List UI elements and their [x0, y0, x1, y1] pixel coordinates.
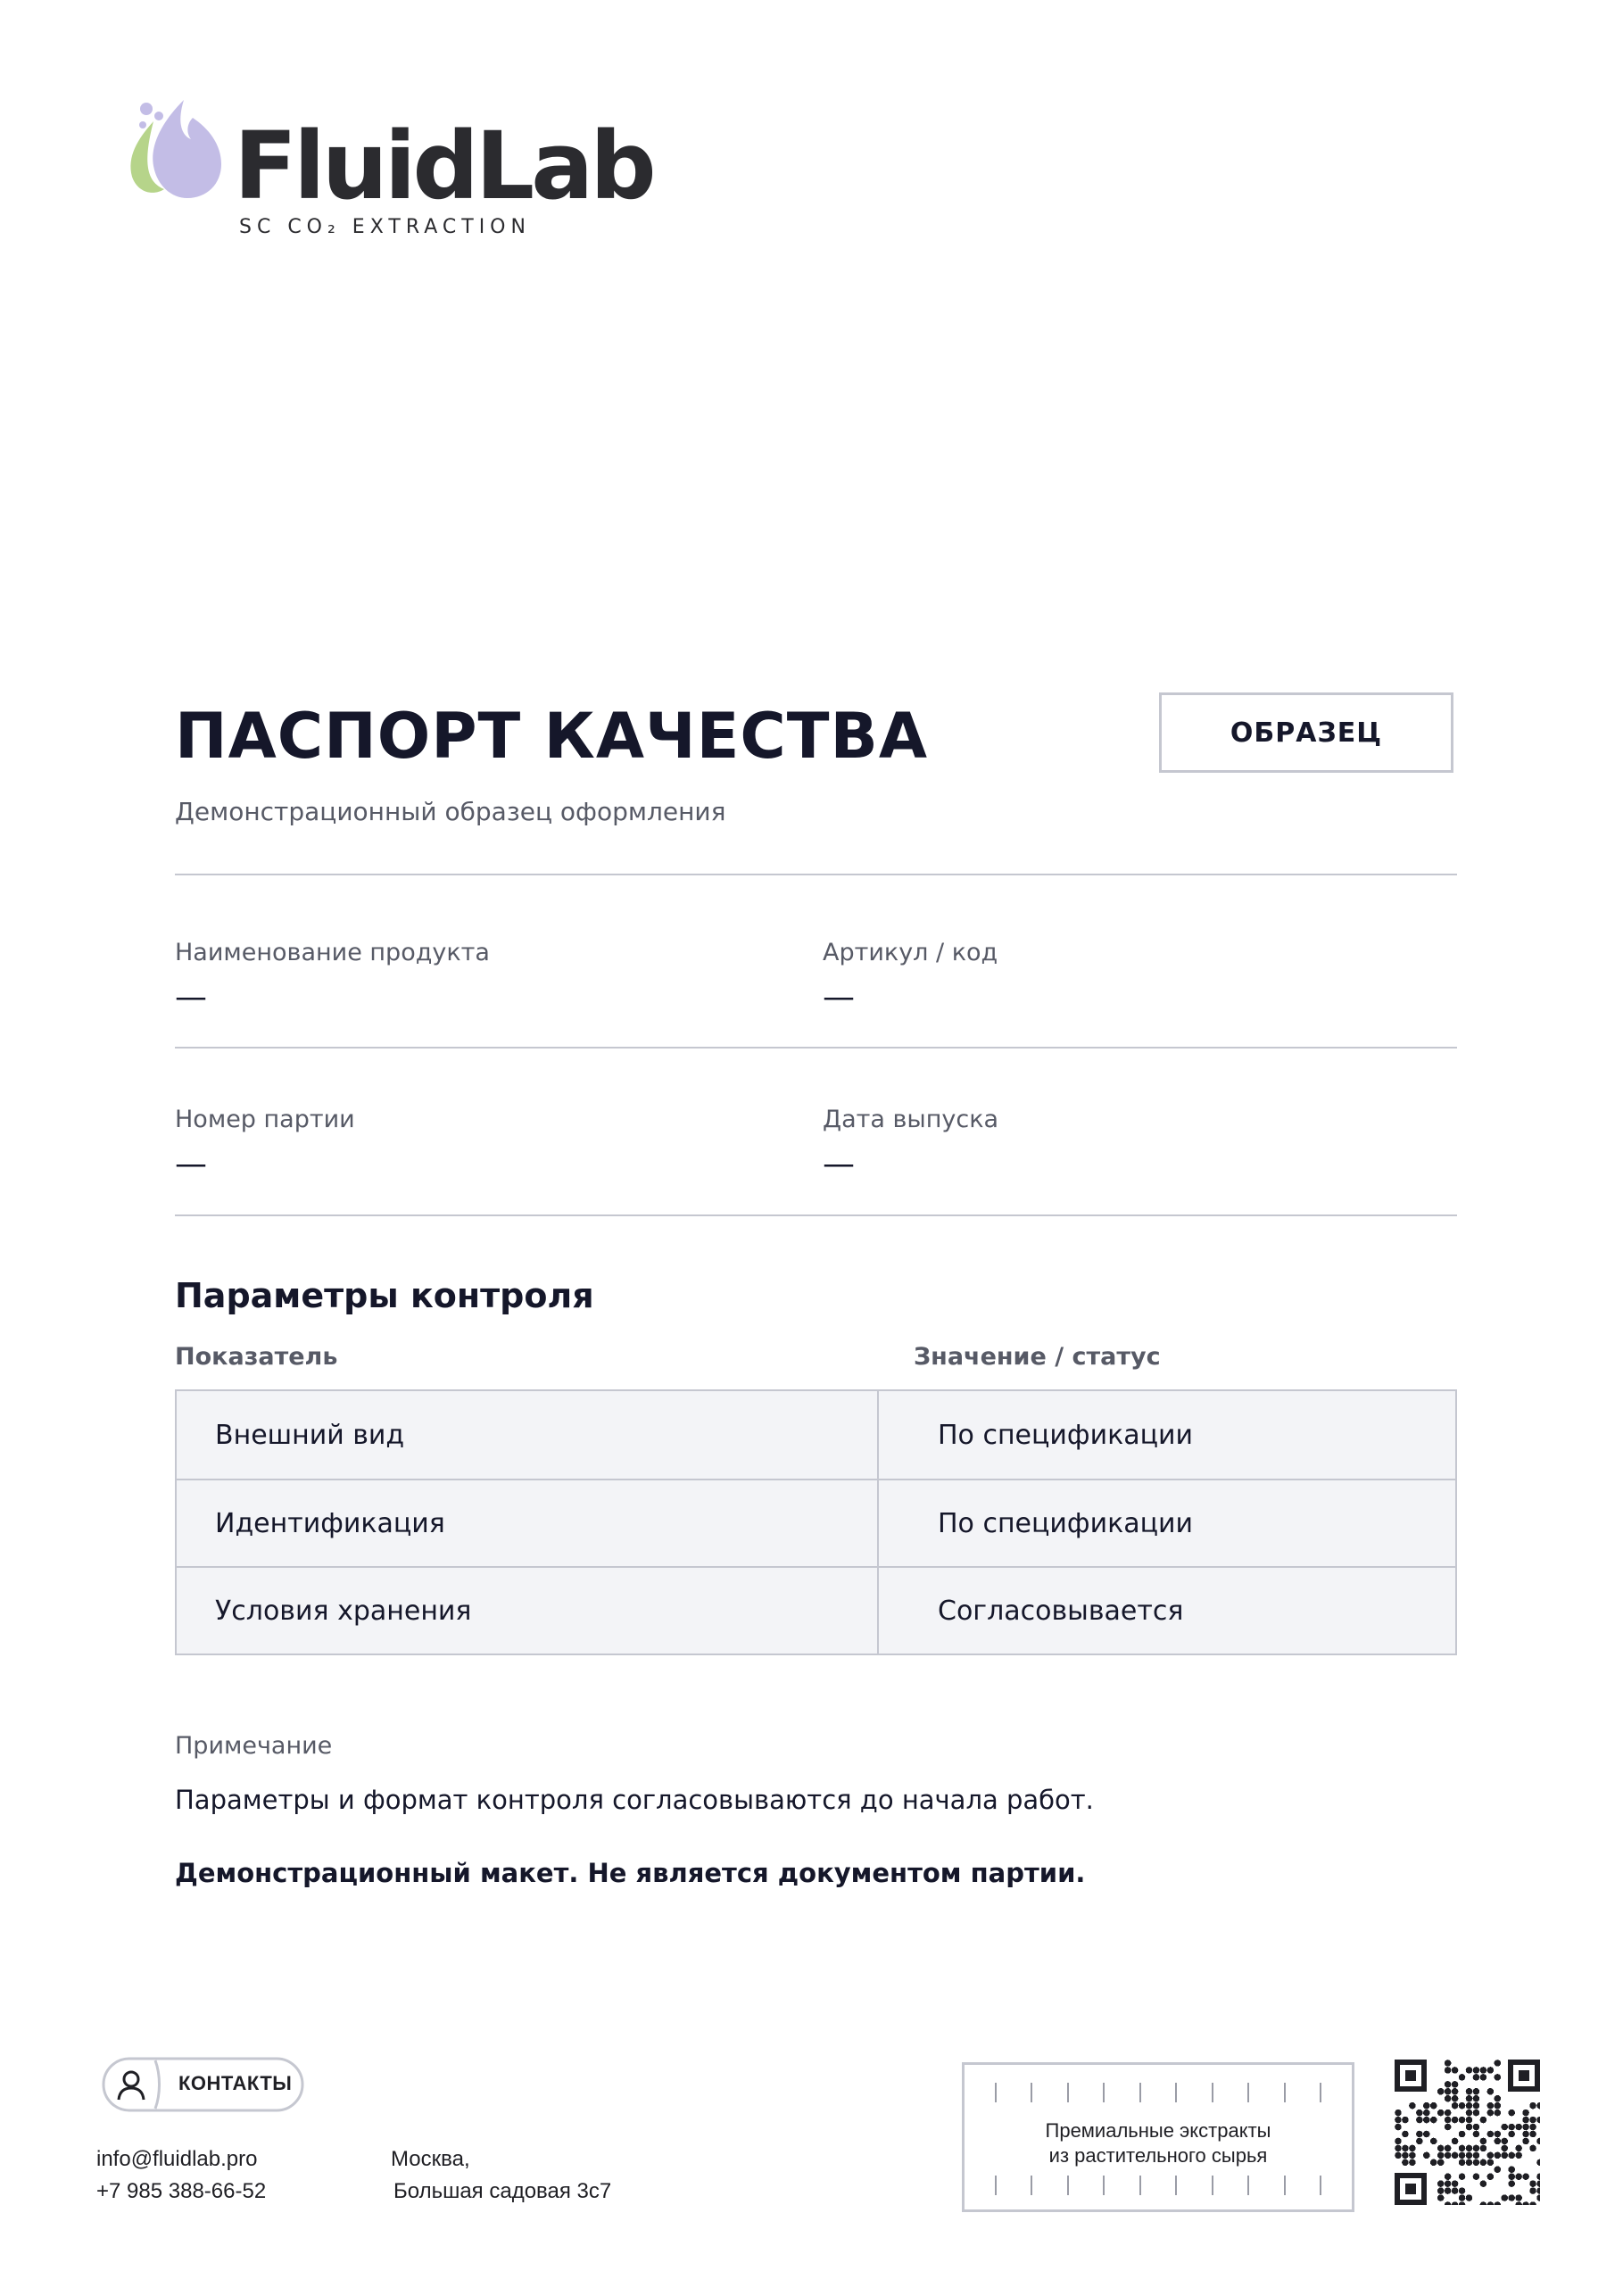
- contact-address: Большая садовая 3с7: [393, 2179, 612, 2203]
- tagline-text: [965, 2118, 1352, 2168]
- control-table: [175, 1389, 1457, 1655]
- brand-wordmark: FluidLab: [234, 112, 653, 220]
- ruler-ticks-top: [995, 2083, 1321, 2102]
- table-cell-indicator: Внешний вид: [177, 1391, 879, 1479]
- contact-phone[interactable]: +7 985 388-66-52: [96, 2179, 267, 2203]
- divider: [175, 874, 1457, 875]
- field-label-article: Артикул / код: [823, 939, 998, 966]
- table-row: [177, 1479, 1455, 1566]
- table-row: [177, 1566, 1455, 1654]
- table-cell-value: Согласовывается: [938, 1595, 1184, 1627]
- field-label-product-name: Наименование продукта: [175, 939, 490, 966]
- note-label: Примечание: [175, 1732, 333, 1760]
- logo-drop-icon: [120, 96, 236, 203]
- brand-logo: [120, 96, 653, 248]
- field-value-release-date: —: [823, 1146, 855, 1182]
- divider: [175, 1047, 1457, 1049]
- contact-city: Москва,: [391, 2147, 470, 2171]
- note-text: Параметры и формат контроля согласовываются до начала работ.: [175, 1785, 1094, 1815]
- field-value-product-name: —: [175, 979, 207, 1015]
- user-icon: [114, 2068, 148, 2101]
- section-title-control: Параметры контроля: [175, 1276, 594, 1315]
- table-cell-value: По спецификации: [938, 1507, 1193, 1539]
- field-value-batch-number: —: [175, 1146, 207, 1182]
- document-subtitle: Демонстрационный образец оформления: [175, 797, 726, 826]
- column-header-value: Значение / статус: [914, 1343, 1161, 1371]
- sample-stamp: ОБРАЗЕЦ: [1159, 692, 1453, 773]
- table-cell-indicator: Идентификация: [177, 1480, 879, 1566]
- column-header-indicator: Показатель: [175, 1343, 338, 1371]
- field-value-article: —: [823, 979, 855, 1015]
- ruler-ticks-bottom: [995, 2176, 1321, 2195]
- contact-email[interactable]: info@fluidlab.pro: [96, 2147, 258, 2171]
- field-label-release-date: Дата выпуска: [823, 1106, 999, 1133]
- tagline-box: [962, 2062, 1354, 2212]
- qr-code-icon[interactable]: [1395, 2060, 1540, 2205]
- tagline-line-2: из растительного сырья: [1048, 2144, 1268, 2167]
- table-cell-indicator: Условия хранения: [177, 1568, 879, 1654]
- disclaimer-text: Демонстрационный макет. Не является документом партии.: [175, 1858, 1086, 1888]
- document-title: ПАСПОРТ КАЧЕСТВА: [175, 700, 929, 773]
- contacts-badge[interactable]: [102, 2057, 304, 2112]
- brand-tagline: SC CO₂ EXTRACTION: [239, 216, 531, 238]
- contacts-label: КОНТАКТЫ: [178, 2072, 293, 2094]
- field-label-batch-number: Номер партии: [175, 1106, 355, 1133]
- table-row: [177, 1391, 1455, 1479]
- table-cell-value: По спецификации: [938, 1419, 1193, 1451]
- divider: [175, 1214, 1457, 1216]
- tagline-line-1: Премиальные экстракты: [1045, 2119, 1271, 2142]
